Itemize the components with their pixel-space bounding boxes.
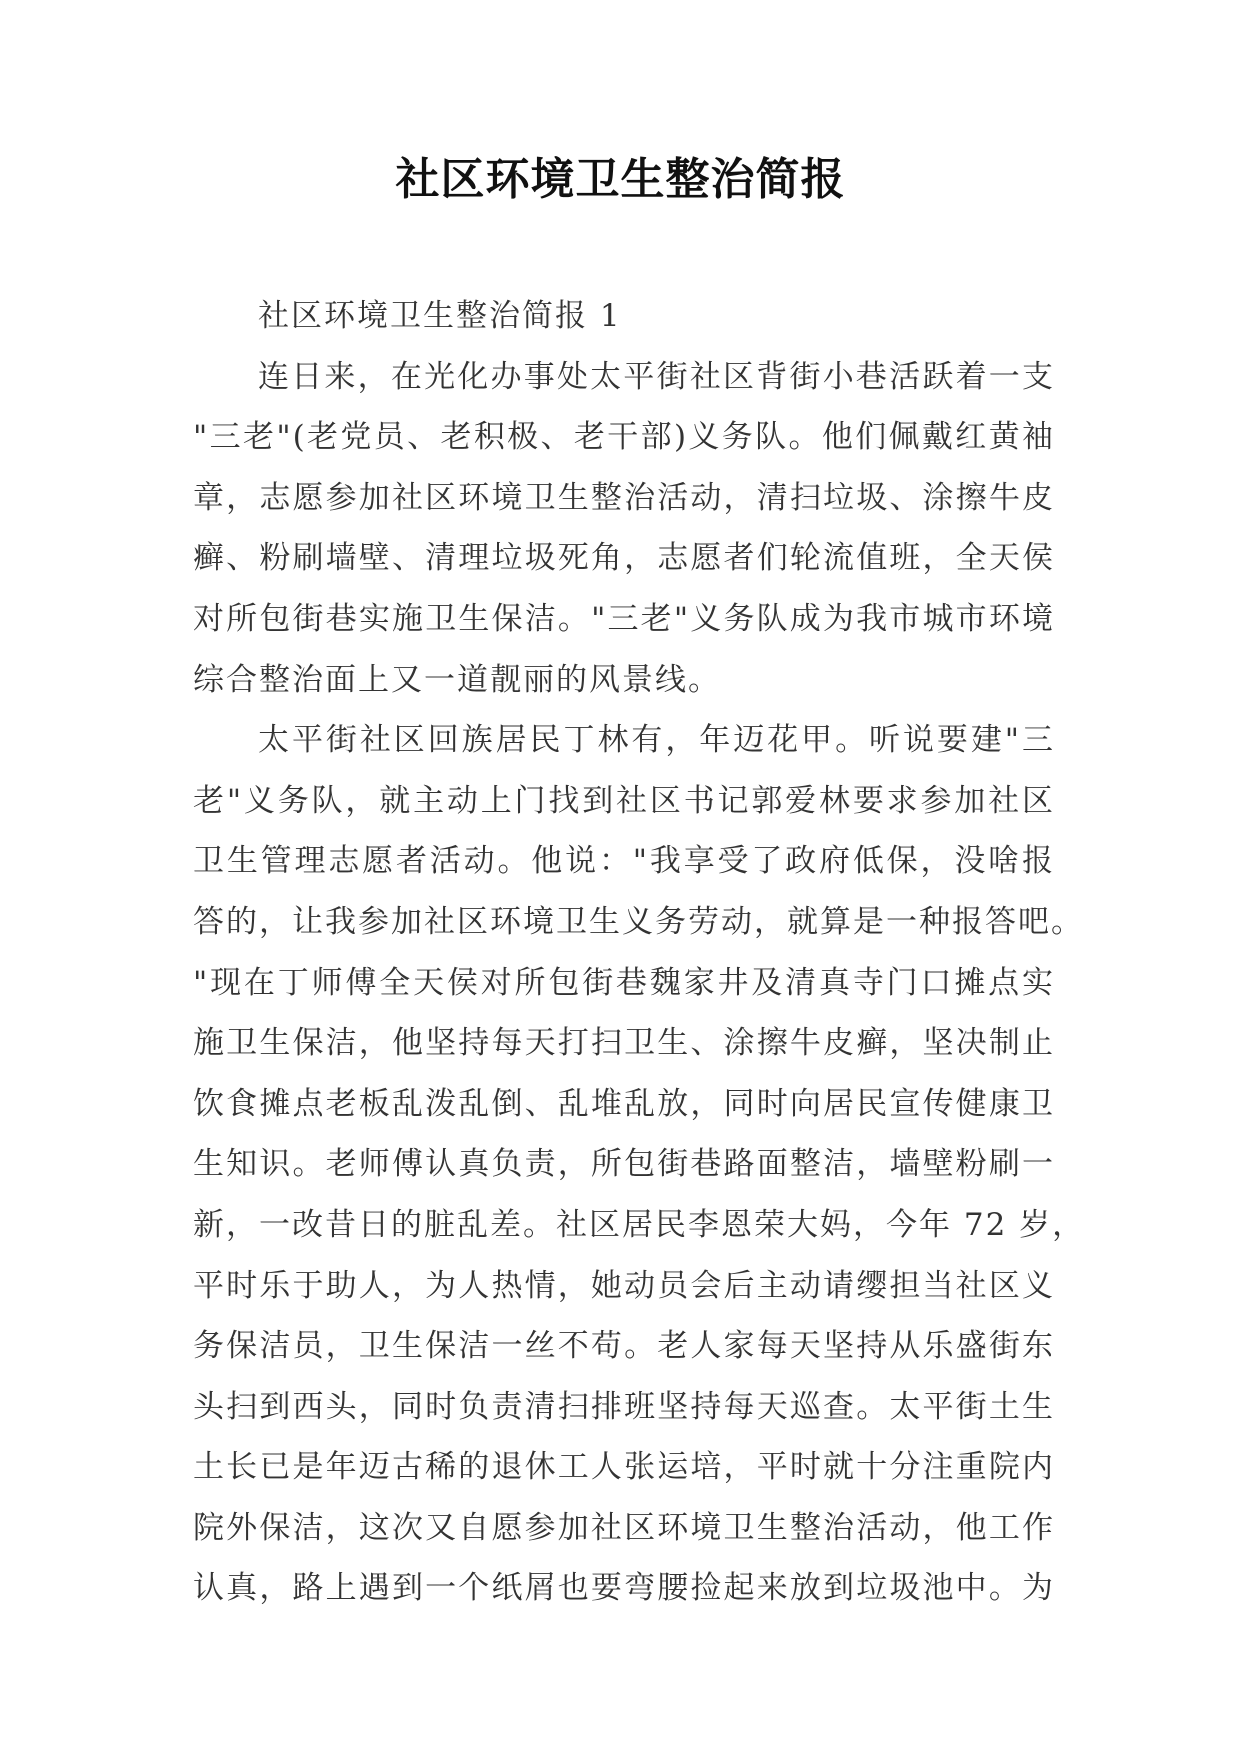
paragraph-1-line-4: 癣、粉刷墙壁、清理垃圾死角，志愿者们轮流值班，全天侯 — [193, 540, 1055, 577]
paragraph-2-line-1: 太平街社区回族居民丁林有，年迈花甲。听说要建"三 — [258, 722, 1055, 759]
section-heading: 社区环境卫生整治简报 1 — [258, 298, 622, 334]
paragraph-1-line-3: 章，志愿参加社区环境卫生整治活动，清扫垃圾、涂擦牛皮 — [193, 479, 1055, 516]
paragraph-1-line-5: 对所包街巷实施卫生保洁。"三老"义务队成为我市城市环境 — [193, 600, 1055, 637]
paragraph-2-line-14: 院外保洁，这次又自愿参加社区环境卫生整治活动，他工作 — [193, 1509, 1055, 1546]
paragraph-2-line-9: 新，一改昔日的脏乱差。社区居民李恩荣大妈，今年 72 岁， — [193, 1206, 1086, 1243]
paragraph-2-line-10: 平时乐于助人，为人热情，她动员会后主动请缨担当社区义 — [193, 1267, 1055, 1304]
paragraph-2-line-12: 头扫到西头，同时负责清扫排班坚持每天巡查。太平街土生 — [193, 1388, 1055, 1425]
document-title: 社区环境卫生整治简报 — [395, 154, 846, 205]
paragraph-1-line-2: "三老"(老党员、老积极、老干部)义务队。他们佩戴红黄袖 — [193, 419, 1055, 456]
paragraph-2-line-2: 老"义务队，就主动上门找到社区书记郭爱林要求参加社区 — [193, 782, 1055, 819]
paragraph-2-line-8: 生知识。老师傅认真负责，所包街巷路面整洁，墙壁粉刷一 — [193, 1146, 1055, 1183]
paragraph-2-line-5: "现在丁师傅全天侯对所包街巷魏家井及清真寺门口摊点实 — [193, 964, 1055, 1001]
paragraph-2-line-13: 土长已是年迈古稀的退休工人张运培，平时就十分注重院内 — [193, 1449, 1055, 1486]
paragraph-2-line-11: 务保洁员，卫生保洁一丝不苟。老人家每天坚持从乐盛街东 — [193, 1328, 1055, 1365]
paragraph-2-line-6: 施卫生保洁，他坚持每天打扫卫生、涂擦牛皮癣，坚决制止 — [193, 1025, 1055, 1062]
paragraph-2-line-4: 答的，让我参加社区环境卫生义务劳动，就算是一种报答吧。 — [193, 903, 1084, 940]
paragraph-1-line-1: 连日来，在光化办事处太平街社区背街小巷活跃着一支 — [258, 358, 1055, 395]
document-body — [193, 286, 1086, 1619]
paragraph-2-line-15: 认真，路上遇到一个纸屑也要弯腰捡起来放到垃圾池中。为 — [193, 1570, 1055, 1607]
paragraph-2-line-3: 卫生管理志愿者活动。他说："我享受了政府低保，没啥报 — [193, 843, 1055, 880]
paragraph-2-line-7: 饮食摊点老板乱泼乱倒、乱堆乱放，同时向居民宣传健康卫 — [193, 1085, 1055, 1122]
paragraph-1-line-6: 综合整治面上又一道靓丽的风景线。 — [193, 661, 721, 698]
